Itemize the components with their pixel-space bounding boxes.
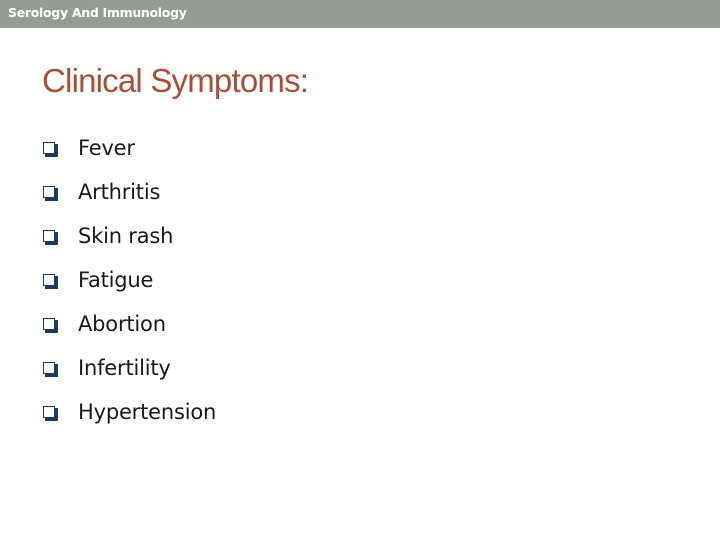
list-item bbox=[43, 390, 216, 434]
checkbox-square-icon bbox=[43, 186, 58, 201]
list-item-text: Infertility bbox=[78, 356, 171, 380]
symptom-list bbox=[43, 126, 216, 434]
list-item-text: Hypertension bbox=[78, 400, 217, 424]
list-item bbox=[43, 214, 216, 258]
checkbox-square-icon bbox=[43, 230, 58, 245]
checkbox-square-icon bbox=[43, 142, 58, 157]
list-item bbox=[43, 258, 216, 302]
list-item bbox=[43, 302, 216, 346]
list-item-text: Fever bbox=[78, 136, 135, 160]
list-item bbox=[43, 126, 216, 170]
list-item-text: Arthritis bbox=[78, 180, 161, 204]
list-item-text: Fatigue bbox=[78, 268, 154, 292]
slide-title: Clinical Symptoms: bbox=[42, 62, 309, 99]
checkbox-square-icon bbox=[43, 362, 58, 377]
list-item-text: Skin rash bbox=[78, 224, 174, 248]
checkbox-square-icon bbox=[43, 274, 58, 289]
header-bar bbox=[0, 0, 720, 28]
header-title: Serology And Immunology bbox=[8, 5, 187, 20]
list-item bbox=[43, 346, 216, 390]
checkbox-square-icon bbox=[43, 318, 58, 333]
checkbox-square-icon bbox=[43, 406, 58, 421]
list-item-text: Abortion bbox=[78, 312, 166, 336]
list-item bbox=[43, 170, 216, 214]
